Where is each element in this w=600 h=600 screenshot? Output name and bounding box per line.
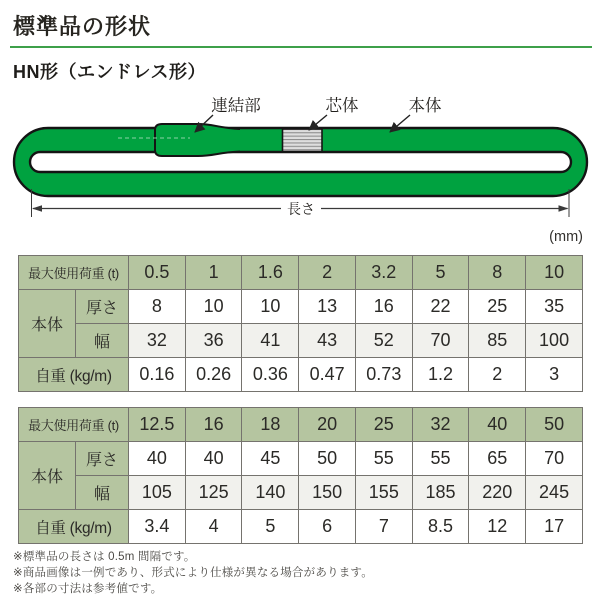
title-underline <box>10 46 592 48</box>
thickness-value-cell: 65 <box>469 442 526 476</box>
load-value-cell: 5 <box>412 256 469 290</box>
thickness-value-cell: 45 <box>242 442 299 476</box>
width-value-cell: 220 <box>469 476 526 510</box>
thickness-header: 厚さ <box>76 290 129 324</box>
thickness-row <box>19 290 583 324</box>
thickness-header: 厚さ <box>76 442 129 476</box>
load-value-cell: 20 <box>299 408 356 442</box>
unit-mm-label: (mm) <box>549 229 583 245</box>
weight-value-cell: 0.47 <box>299 358 356 392</box>
max-load-header: 最大使用荷重 (t) <box>19 256 129 290</box>
load-value-cell: 32 <box>412 408 469 442</box>
weight-value-cell: 4 <box>185 510 242 544</box>
thickness-value-cell: 22 <box>412 290 469 324</box>
width-value-cell: 150 <box>299 476 356 510</box>
thickness-value-cell: 25 <box>469 290 526 324</box>
weight-value-cell: 0.16 <box>129 358 186 392</box>
load-value-cell: 16 <box>185 408 242 442</box>
width-value-cell: 125 <box>185 476 242 510</box>
load-value-cell: 2 <box>299 256 356 290</box>
weight-value-cell: 12 <box>469 510 526 544</box>
width-header: 幅 <box>76 476 129 510</box>
page-title: 標準品の形状 <box>13 14 152 39</box>
width-value-cell: 100 <box>526 324 583 358</box>
weight-value-cell: 0.36 <box>242 358 299 392</box>
width-value-cell: 32 <box>129 324 186 358</box>
weight-value-cell: 8.5 <box>412 510 469 544</box>
width-value-cell: 36 <box>185 324 242 358</box>
width-value-cell: 185 <box>412 476 469 510</box>
width-value-cell: 140 <box>242 476 299 510</box>
width-value-cell: 41 <box>242 324 299 358</box>
weight-value-cell: 2 <box>469 358 526 392</box>
weight-value-cell: 7 <box>355 510 412 544</box>
load-value-cell: 0.5 <box>129 256 186 290</box>
connector-label: 連結部 <box>211 97 261 115</box>
load-value-cell: 40 <box>469 408 526 442</box>
weight-value-cell: 6 <box>299 510 356 544</box>
max-load-row <box>19 408 583 442</box>
weight-value-cell: 3.4 <box>129 510 186 544</box>
body-header: 本体 <box>19 290 76 358</box>
thickness-value-cell: 13 <box>299 290 356 324</box>
load-value-cell: 12.5 <box>129 408 186 442</box>
width-value-cell: 105 <box>129 476 186 510</box>
thickness-value-cell: 10 <box>185 290 242 324</box>
thickness-value-cell: 55 <box>355 442 412 476</box>
max-load-row <box>19 256 583 290</box>
thickness-value-cell: 40 <box>185 442 242 476</box>
thickness-value-cell: 16 <box>355 290 412 324</box>
thickness-value-cell: 10 <box>242 290 299 324</box>
footnote-line: ※各部の寸法は参考値です。 <box>13 583 163 595</box>
thickness-value-cell: 35 <box>526 290 583 324</box>
thickness-value-cell: 50 <box>299 442 356 476</box>
core-label: 芯体 <box>325 97 359 115</box>
footnote-line: ※標準品の長さは 0.5m 間隔です。 <box>13 551 196 563</box>
load-value-cell: 1.6 <box>242 256 299 290</box>
max-load-header: 最大使用荷重 (t) <box>19 408 129 442</box>
weight-value-cell: 1.2 <box>412 358 469 392</box>
body-label: 本体 <box>408 97 442 115</box>
weight-header: 自重 (kg/m) <box>19 510 129 544</box>
width-value-cell: 43 <box>299 324 356 358</box>
width-row <box>19 476 583 510</box>
dim-arrowhead-left <box>32 205 42 211</box>
dim-arrowhead-right <box>559 205 569 211</box>
length-label: 長さ <box>287 201 315 217</box>
thickness-value-cell: 8 <box>129 290 186 324</box>
load-value-cell: 25 <box>355 408 412 442</box>
load-value-cell: 50 <box>526 408 583 442</box>
weight-value-cell: 17 <box>526 510 583 544</box>
load-value-cell: 1 <box>185 256 242 290</box>
endless-sling-diagram <box>0 88 600 223</box>
thickness-row <box>19 442 583 476</box>
weight-value-cell: 5 <box>242 510 299 544</box>
model-subtitle: HN形（エンドレス形） <box>13 62 206 82</box>
load-value-cell: 3.2 <box>355 256 412 290</box>
weight-value-cell: 0.26 <box>185 358 242 392</box>
weight-row <box>19 510 583 544</box>
load-value-cell: 10 <box>526 256 583 290</box>
footnotes <box>13 549 373 597</box>
weight-value-cell: 3 <box>526 358 583 392</box>
footnote-line: ※商品画像は一例であり、形式により仕様が異なる場合があります。 <box>13 567 373 579</box>
spec-table-small-sizes <box>18 255 583 392</box>
load-value-cell: 18 <box>242 408 299 442</box>
width-row <box>19 324 583 358</box>
width-value-cell: 70 <box>412 324 469 358</box>
width-value-cell: 85 <box>469 324 526 358</box>
thickness-value-cell: 70 <box>526 442 583 476</box>
width-header: 幅 <box>76 324 129 358</box>
thickness-value-cell: 55 <box>412 442 469 476</box>
width-value-cell: 52 <box>355 324 412 358</box>
width-value-cell: 245 <box>526 476 583 510</box>
core-section <box>283 129 323 152</box>
thickness-value-cell: 40 <box>129 442 186 476</box>
body-header: 本体 <box>19 442 76 510</box>
weight-value-cell: 0.73 <box>355 358 412 392</box>
weight-row <box>19 358 583 392</box>
spec-table-large-sizes <box>18 407 583 544</box>
width-value-cell: 155 <box>355 476 412 510</box>
weight-header: 自重 (kg/m) <box>19 358 129 392</box>
load-value-cell: 8 <box>469 256 526 290</box>
